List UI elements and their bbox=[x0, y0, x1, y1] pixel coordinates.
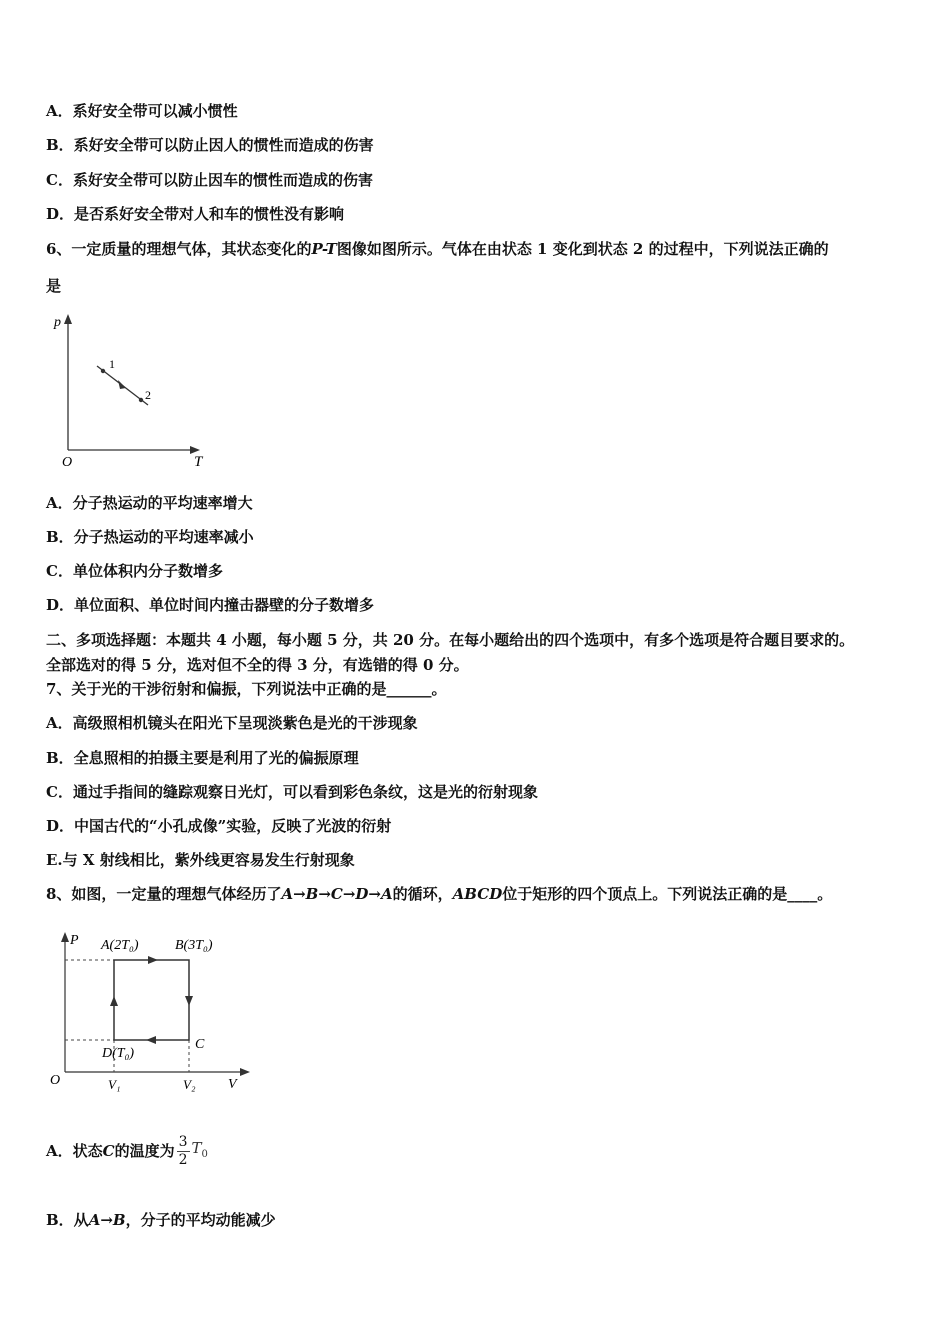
q6-stem-var: P-T bbox=[311, 240, 337, 258]
q8-x-label: V bbox=[228, 1077, 237, 1092]
q7-option-d: D．中国古代的“小孔成像”实验，反映了光波的衍射 bbox=[46, 817, 392, 835]
q6-process-arrow bbox=[118, 380, 126, 389]
q8-y-arrow bbox=[61, 932, 69, 942]
q8-option-a bbox=[46, 1126, 208, 1176]
q8-abcd: ABCD bbox=[452, 885, 503, 903]
q6-stem-line2: 是 bbox=[46, 277, 62, 295]
q8-label-a: A(2T₀) bbox=[101, 938, 139, 953]
q8-option-a-mid: 的温度为 bbox=[114, 1142, 175, 1160]
q6-y-label: p bbox=[54, 315, 61, 330]
q6-option-b: B．分子热运动的平均速率减小 bbox=[46, 528, 254, 546]
q5-option-d: D．是否系好安全带对人和车的惯性没有影响 bbox=[46, 205, 345, 223]
q8-arrow-da bbox=[110, 996, 118, 1006]
q7-option-e: E.与 X 射线相比，紫外线更容易发生行射现象 bbox=[46, 851, 355, 869]
q8-tick-v2: V₂ bbox=[183, 1077, 196, 1092]
section2-line1: 二、多项选择题：本题共 4 小题，每小题 5 分，共 20 分。在每小题给出的四个选项中，有多个选项是符合题目要求的。 bbox=[46, 631, 855, 649]
q6-option-a: A．分子热运动的平均速率增大 bbox=[46, 494, 253, 512]
q8-y-label: P bbox=[70, 933, 79, 948]
q6-x-arrow bbox=[190, 446, 200, 454]
q6-point-1-label: 1 bbox=[109, 357, 115, 371]
q8-option-a-sub: 0 bbox=[201, 1148, 208, 1160]
q8-frac-den: 2 bbox=[178, 1151, 188, 1168]
q8-option-a-t0 bbox=[192, 1138, 208, 1165]
q5-option-c: C．系好安全带可以防止因车的惯性而造成的伤害 bbox=[46, 171, 373, 189]
q8-label-c: C bbox=[195, 1037, 205, 1052]
q6-option-c: C．单位体积内分子数增多 bbox=[46, 562, 223, 580]
section2-line2: 全部选对的得 5 分，选对但不全的得 3 分，有选错的得 0 分。 bbox=[46, 656, 469, 674]
q6-origin-label: O bbox=[62, 455, 73, 470]
q8-option-a-prefix: A．状态 bbox=[46, 1142, 103, 1160]
q6-y-arrow bbox=[64, 314, 72, 324]
q5-option-b: B．系好安全带可以防止因人的惯性而造成的伤害 bbox=[46, 136, 374, 154]
q8-arrow-ab bbox=[148, 956, 158, 964]
q8-tick-v1: V₁ bbox=[108, 1077, 121, 1092]
q6-x-label: T bbox=[194, 454, 203, 470]
q8-option-b-prefix: B．从 bbox=[46, 1211, 89, 1229]
q8-cycle-rect bbox=[114, 960, 189, 1040]
q6-stem-prefix: 6、一定质量的理想气体，其状态变化的 bbox=[46, 240, 312, 258]
q8-option-a-var: C bbox=[102, 1142, 115, 1160]
q8-arrow-bc bbox=[185, 996, 193, 1006]
q6-point-2 bbox=[139, 398, 143, 402]
q8-stem-mid: 的循环， bbox=[392, 885, 453, 903]
q6-stem-suffix: 图像如图所示。气体在由状态 1 变化到状态 2 的过程中，下列说法正确的 bbox=[336, 240, 829, 258]
q8-stem-prefix: 8、如图，一定量的理想气体经历了 bbox=[46, 885, 282, 903]
q8-label-d: D(T₀) bbox=[102, 1046, 135, 1061]
q8-x-arrow bbox=[240, 1068, 250, 1076]
q6-pt-graph bbox=[48, 308, 218, 477]
q7-stem: 7、关于光的干涉衍射和偏振，下列说法中正确的是______。 bbox=[46, 680, 447, 698]
q8-option-b-suffix: ，分子的平均动能减少 bbox=[125, 1211, 276, 1229]
q8-stem-suffix: 位于矩形的四个顶点上。下列说法正确的是____。 bbox=[502, 885, 833, 903]
q6-point-1 bbox=[101, 369, 105, 373]
q8-option-b bbox=[46, 1210, 276, 1230]
q8-origin-label: O bbox=[50, 1073, 61, 1088]
q8-option-a-fraction bbox=[177, 1134, 190, 1169]
q6-option-d: D．单位面积、单位时间内撞击器壁的分子数增多 bbox=[46, 596, 375, 614]
q8-option-a-sym: T bbox=[191, 1138, 202, 1157]
q6-point-2-label: 2 bbox=[145, 388, 151, 402]
q8-frac-num: 3 bbox=[178, 1133, 188, 1150]
q8-option-b-var: A→B bbox=[88, 1211, 126, 1229]
q8-cycle: A→B→C→D→A bbox=[281, 885, 393, 903]
q8-label-b: B(3T₀) bbox=[175, 938, 213, 953]
q8-pv-graph bbox=[44, 924, 259, 1100]
q5-option-a: A．系好安全带可以减小惯性 bbox=[46, 102, 238, 120]
q6-stem bbox=[46, 239, 829, 259]
q8-arrow-cd bbox=[146, 1036, 156, 1044]
q7-option-c: C．通过手指间的缝踪观察日光灯，可以看到彩色条纹，这是光的衍射现象 bbox=[46, 783, 538, 801]
q8-stem bbox=[46, 884, 832, 904]
q7-option-a: A．高级照相机镜头在阳光下呈现淡紫色是光的干涉现象 bbox=[46, 714, 418, 732]
q7-option-b: B．全息照相的拍摄主要是利用了光的偏振原理 bbox=[46, 749, 359, 767]
